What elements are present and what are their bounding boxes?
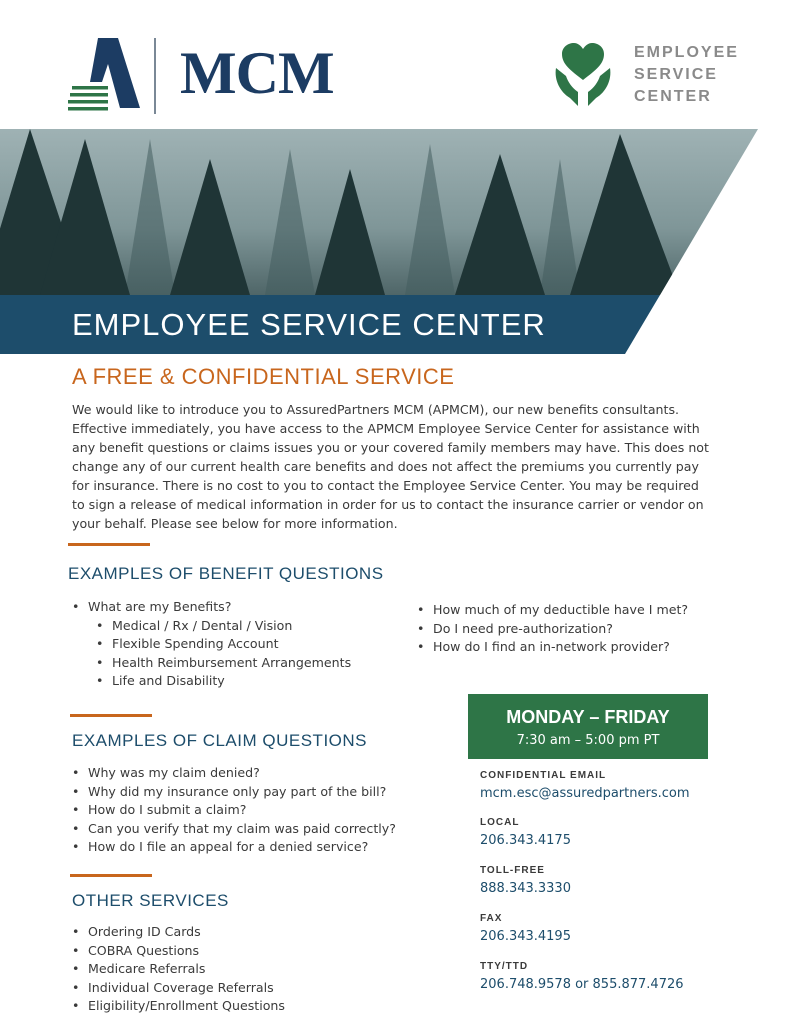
hours-days: MONDAY – FRIDAY — [506, 707, 670, 727]
intro-paragraph: We would like to introduce you to AssuredPartners MCM (APMCM), our new benefits consultants. Effective immediately, you have access to the APMCM Employee Service Center for assistance with any benefit questions or claims issues you or your covered family members may have. This does not change any of our current health care benefits and does not affect the premiums you currently pay for insurance. There is no cost to you to contact the Employee Service Center. You may be required to sign a release of medical information in order for us to contact the insurance carrier or vendor on your behalf. Please see below for more information. — [72, 402, 709, 531]
contact-label: TOLL-FREE — [480, 865, 545, 876]
list-item: • Eligibility/Enrollment Questions — [72, 997, 285, 1016]
list-item: • Why did my insurance only pay part of the bill? — [72, 783, 396, 802]
list-item: • Medical / Rx / Dental / Vision — [96, 617, 351, 636]
contact-label: CONFIDENTIAL EMAIL — [480, 770, 607, 781]
email-link[interactable]: mcm.esc@assuredpartners.com — [480, 786, 690, 801]
esc-line-2: SERVICE — [634, 66, 718, 83]
section-rule — [68, 543, 150, 546]
esc-logo — [548, 38, 748, 114]
contact-fax — [480, 913, 571, 944]
phone-link-local[interactable]: 206.343.4175 — [480, 833, 571, 848]
list-item: • Can you verify that my claim was paid correctly? — [72, 820, 396, 839]
fax-number: 206.343.4195 — [480, 929, 571, 944]
list-item: • What are my Benefits? — [72, 598, 351, 617]
contact-label: LOCAL — [480, 817, 520, 828]
list-item: • COBRA Questions — [72, 942, 285, 961]
contact-label: TTY/TTD — [480, 961, 529, 972]
hero-banner — [0, 129, 791, 354]
intro-heading: A FREE & CONFIDENTIAL SERVICE — [72, 364, 455, 389]
list-item: • Health Reimbursement Arrangements — [96, 654, 351, 673]
list-item: • How do I submit a claim? — [72, 801, 396, 820]
heart-hands-icon — [548, 40, 618, 110]
contact-email — [480, 770, 690, 801]
claim-questions-list — [72, 764, 396, 857]
list-item: • How much of my deductible have I met? — [417, 601, 688, 620]
other-services-heading: OTHER SERVICES — [72, 891, 229, 910]
hours-time: 7:30 am – 5:00 pm PT — [516, 733, 660, 748]
mcm-logo — [68, 36, 358, 116]
list-item: • Life and Disability — [96, 672, 351, 691]
list-item: • Medicare Referrals — [72, 960, 285, 979]
logo-divider — [154, 38, 156, 114]
esc-line-1: EMPLOYEE — [634, 44, 739, 61]
list-item: • How do I file an appeal for a denied service? — [72, 838, 396, 857]
list-item: • Do I need pre-authorization? — [417, 620, 688, 639]
banner-title: EMPLOYEE SERVICE CENTER — [72, 307, 546, 342]
other-services-list — [72, 923, 285, 1016]
contact-tty — [480, 961, 684, 992]
contact-local — [480, 817, 571, 848]
benefit-questions-heading: EXAMPLES OF BENEFIT QUESTIONS — [68, 564, 384, 583]
mcm-a-mark-icon — [68, 36, 150, 112]
section-rule — [70, 874, 152, 877]
contact-toll-free — [480, 865, 571, 896]
contact-label: FAX — [480, 913, 503, 924]
benefit-questions-left — [72, 598, 351, 691]
hours-callout — [468, 694, 708, 759]
phone-link-toll-free[interactable]: 888.343.3330 — [480, 881, 571, 896]
list-item: • Flexible Spending Account — [96, 635, 351, 654]
list-item: • Ordering ID Cards — [72, 923, 285, 942]
mcm-logo-text: MCM — [180, 40, 334, 106]
esc-logo-text — [634, 42, 739, 108]
claim-questions-heading: EXAMPLES OF CLAIM QUESTIONS — [72, 731, 368, 750]
section-rule — [70, 714, 152, 717]
esc-line-3: CENTER — [634, 88, 712, 105]
list-item: • How do I find an in-network provider? — [417, 638, 688, 657]
list-item: • Why was my claim denied? — [72, 764, 396, 783]
benefit-questions-right — [417, 601, 688, 657]
phone-link-tty[interactable]: 206.748.9578 or 855.877.4726 — [480, 977, 684, 992]
list-item: • Individual Coverage Referrals — [72, 979, 285, 998]
